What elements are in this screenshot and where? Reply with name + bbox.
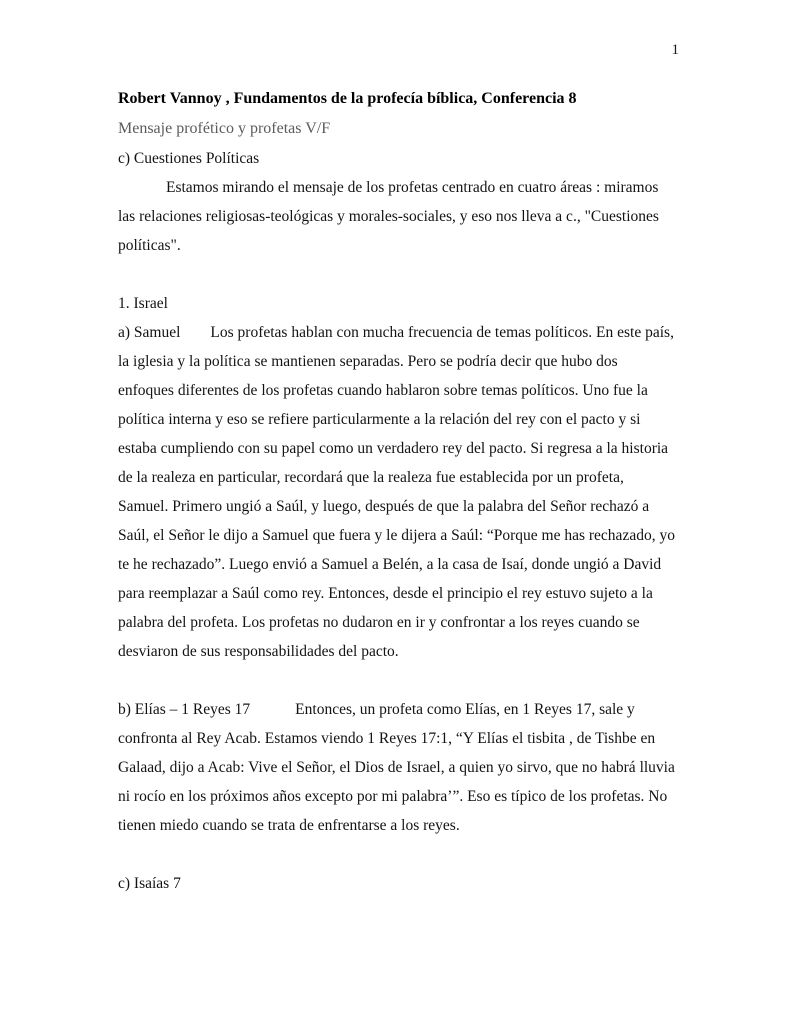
section-heading-cuestiones-politicas: c) Cuestiones Políticas: [118, 150, 260, 167]
paragraph-intro: Estamos mirando el mensaje de los profetas centrado en cuatro áreas : miramos las relaciones religiosas-teológicas y morales-sociales, y eso nos lleva a c., "Cuestiones políticas".: [118, 179, 659, 254]
document-subtitle: Mensaje profético y profetas V/F: [118, 120, 331, 137]
paragraph-elias-label: b) Elías – 1 Reyes 17: [118, 701, 251, 718]
document-title: Robert Vannoy , Fundamentos de la profecía bíblica, Conferencia 8: [118, 90, 577, 107]
paragraph-samuel-text: Los profetas hablan con mucha frecuencia de temas políticos. En este país, la iglesia y la política se mantienen separadas. Pero se podría decir que hubo dos enfoques diferentes de los profetas cuando hablaron sobre temas políticos. Uno fue la política interna y eso se refiere particularmente a la relación del rey con el pacto y si estaba cumpliendo con su papel como un verdadero rey del pacto. Si regresa a la historia de la realeza en particular, recordará que la realeza fue establecida por un profeta, Samuel. Primero ungió a Saúl, y luego, después de que la palabra del Señor rechazó a Saúl, el Señor le dijo a Samuel que fuera y le dijera a Saúl: “Porque me has rechazado, yo te he rechazado”. Luego envió a Samuel a Belén, a la casa de Isaí, donde ungió a David para reemplazar a Saúl como rey. Entonces, desde el principio el rey estuvo sujeto a la palabra del profeta. Los profetas no dudaron en ir y confrontar a los reyes cuando se desviaron de sus responsabilidades del pacto.: [118, 324, 675, 660]
paragraph-elias: [118, 695, 675, 840]
section-heading-isaias: c) Isaías 7: [118, 875, 181, 892]
paragraph-samuel-label: a) Samuel: [118, 324, 181, 341]
paragraph-elias-text: Entonces, un profeta como Elías, en 1 Reyes 17, sale y confronta al Rey Acab. Estamos viendo 1 Reyes 17:1, “Y Elías el tisbita , de Tishbe en Galaad, dijo a Acab: Vive el Señor, el Dios de Israel, a quien yo sirvo, que no habrá lluvia ni rocío en los próximos años excepto por mi palabra’”. Eso es típico de los profetas. No tienen miedo cuando se trata de enfrentarse a los reyes.: [118, 701, 675, 834]
paragraph-samuel: [118, 318, 675, 666]
section-heading-israel: 1. Israel: [118, 295, 168, 312]
page-number: 1: [671, 42, 679, 58]
